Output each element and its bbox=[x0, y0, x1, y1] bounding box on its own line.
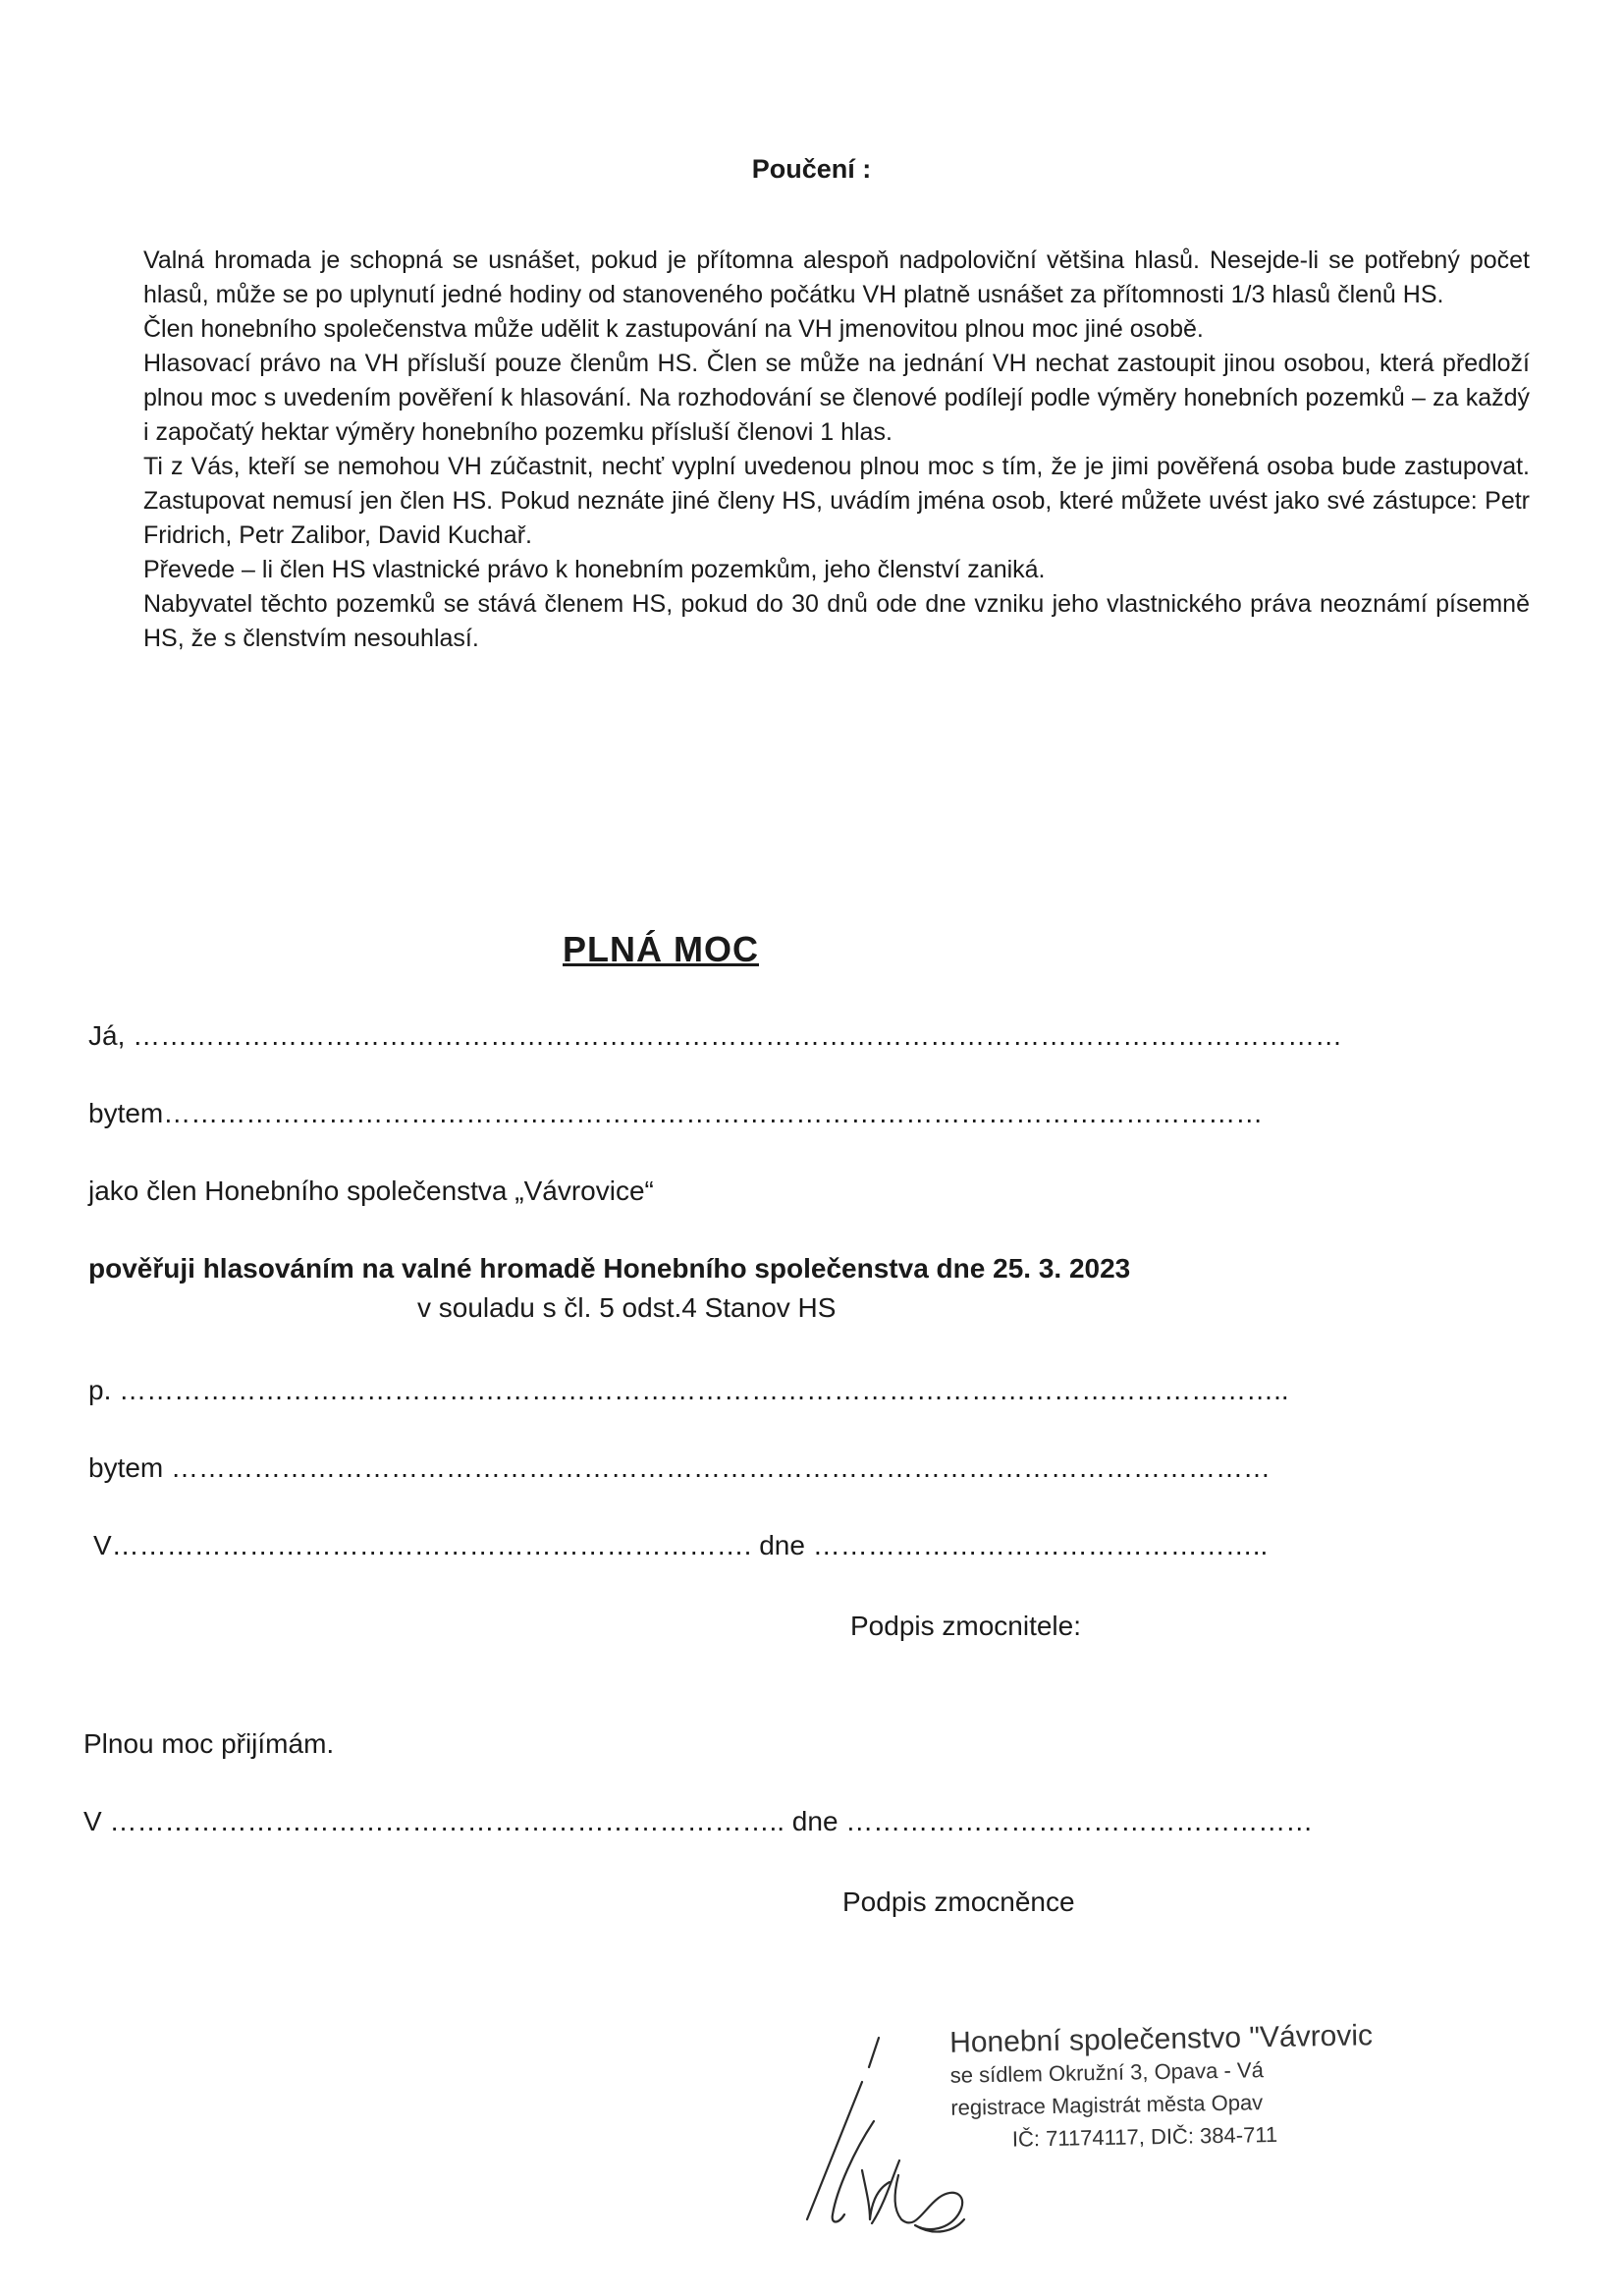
stamp-line: se sídlem Okružní 3, Opava - Vá bbox=[949, 2057, 1265, 2088]
place-date-field-agent: V ……………………………………………………………….. dne …………………………………………… bbox=[83, 1806, 1314, 1836]
instructions-paragraph: Hlasovací právo na VH přísluší pouze členům HS. Člen se může na jednání VH nechat zastoupit jinou osobou, která předloží plnou moc s uvedením pověření k hlasování. Na rozhodování se členové podílejí podle výměry honebních pozemků – za každý i započatý hektar výměry honebního pozemku přísluší členovi 1 hlas. bbox=[143, 350, 1530, 446]
power-of-attorney-title: PLNÁ MOC bbox=[563, 929, 759, 969]
agent-address-field: bytem ………………………………………………………………………………………………………… bbox=[88, 1452, 1271, 1483]
principal-address-field: bytem………………………………………………………………………………………………………… bbox=[88, 1098, 1264, 1128]
agent-name-field: p. ……………………………………………………………………………………………………………….. bbox=[88, 1375, 1289, 1405]
place-date-field-principal: V……………………………………………………………. dne ………………………………………….. bbox=[93, 1530, 1269, 1560]
principal-name-field: Já, …………………………………………………………………………………………………………………… bbox=[88, 1020, 1343, 1051]
stamp-line: Honební společenstvo "Vávrovic bbox=[948, 2019, 1374, 2059]
authorization-statement: pověřuji hlasováním na valné hromadě Honebního společenstva dne 25. 3. 2023 bbox=[88, 1253, 1131, 1284]
stamp-line: registrace Magistrát města Opav bbox=[950, 2090, 1264, 2120]
agent-signature-label: Podpis zmocněnce bbox=[842, 1886, 1075, 1917]
instructions-paragraph: Valná hromada je schopná se usnášet, pokud je přítomna alespoň nadpoloviční většina hlasů. Nesejde-li se potřebný počet hlasů, může se po uplynutí jedné hodiny od stanoveného počátku VH platně usnášet za přítomnosti 1/3 hlasů členů HS. bbox=[143, 246, 1530, 308]
statute-reference: v souladu s čl. 5 odst.4 Stanov HS bbox=[417, 1292, 837, 1323]
acceptance-statement: Plnou moc přijímám. bbox=[83, 1728, 335, 1759]
stamp-line: IČ: 71174117, DIČ: 384-711 bbox=[1011, 2121, 1278, 2152]
instructions-paragraph: Ti z Vás, kteří se nemohou VH zúčastnit, nechť vyplní uvedenou plnou moc s tím, že je jimi pověřená osoba bude zastupovat. Zastupovat nemusí jen člen HS. Pokud neznáte jiné členy HS, uvádím jména osob, které můžete uvést jako své zástupce: Petr Fridrich, Petr Zalibor, David Kuchař. bbox=[143, 453, 1530, 549]
instructions-heading: Poučení : bbox=[751, 154, 872, 184]
instructions-paragraph: Převede – li člen HS vlastnické právo k honebním pozemkům, jeho členství zaniká. bbox=[143, 556, 1046, 583]
principal-signature-label: Podpis zmocnitele: bbox=[850, 1611, 1082, 1641]
membership-statement: jako člen Honebního společenstva „Vávrovice“ bbox=[88, 1175, 654, 1206]
organization-stamp bbox=[949, 2019, 1375, 2157]
instructions-body bbox=[143, 244, 1530, 656]
instructions-paragraph: Nabyvatel těchto pozemků se stává členem HS, pokud do 30 dnů ode dne vzniku jeho vlastnického práva neoznámí písemně HS, že s členstvím nesouhlasí. bbox=[143, 590, 1530, 652]
instructions-paragraph: Člen honebního společenstva může udělit k zastupování na VH jmenovitou plnou moc jiné osobě. bbox=[143, 315, 1204, 343]
